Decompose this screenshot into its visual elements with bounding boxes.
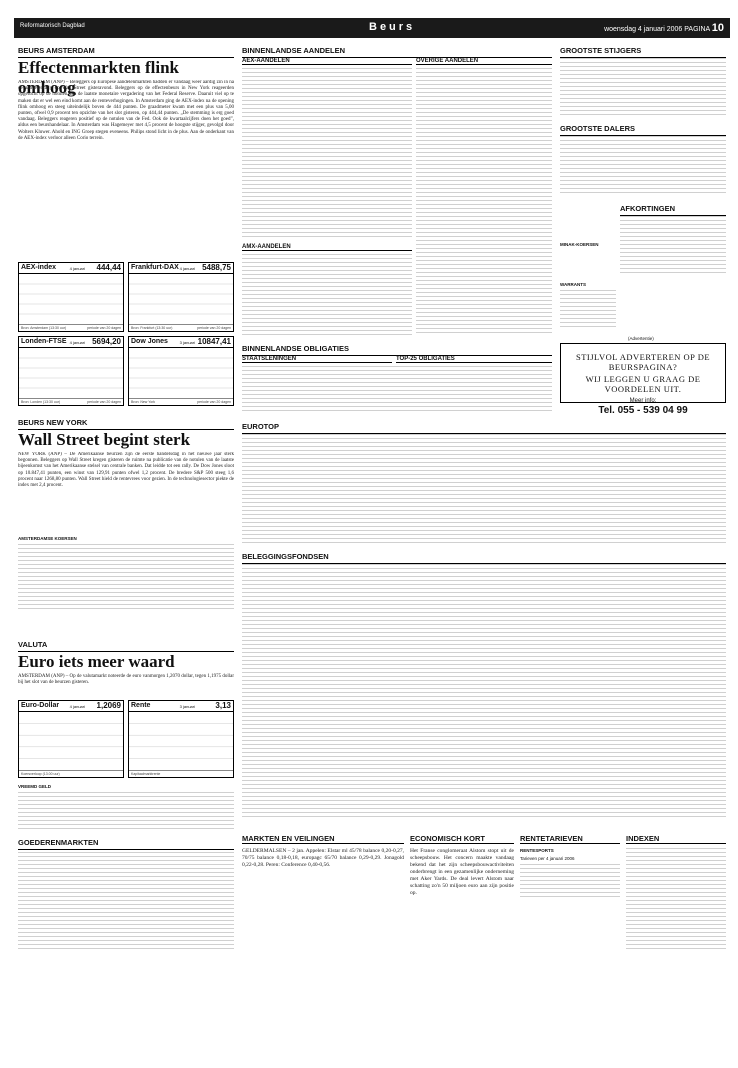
dalers-table — [560, 136, 726, 196]
section-title: Beurs — [369, 21, 416, 33]
ftse-chart — [19, 348, 123, 398]
stijgers-table — [560, 58, 726, 118]
label-stijgers: GROOTSTE STIJGERS — [560, 46, 726, 58]
page-header — [14, 18, 730, 38]
label-obligaties: BINNENLANDSE OBLIGATIES — [242, 344, 552, 356]
aex-aandelen-head: AEX-AANDELEN — [242, 58, 412, 65]
label-valuta: VALUTA — [18, 640, 234, 652]
ad-line3: Meer info: — [629, 398, 657, 404]
label-amsterdam: BEURS AMSTERDAM — [18, 46, 234, 58]
overige-head: OVERIGE AANDELEN — [416, 58, 552, 65]
vreemd-geld-table — [18, 792, 234, 832]
headline-newyork: Wall Street begint sterk — [18, 430, 191, 449]
label-economisch: ECONOMISCH KORT — [410, 834, 514, 844]
label-indexen: INDEXEN — [626, 834, 726, 844]
minak-title: MINAK-KOERSEN — [560, 242, 599, 247]
graph-dax: Frankfurt-DAX 4 januari 5488,75 Bron: Frankfurt (13:30 uur) periode van 20 dagen — [128, 262, 234, 332]
aex-table — [242, 68, 412, 240]
dax-chart — [129, 274, 233, 324]
eurotop-table — [242, 434, 726, 544]
graph-rente: Rente 3 januari 3,13 Kapitaalmarktrente — [128, 700, 234, 778]
date-page: woensdag 4 januari 2006 PAGINA 10 — [604, 22, 724, 34]
top25-head: TOP-25 OBLIGATIES — [396, 356, 552, 363]
graph-eurodollar: Euro-Dollar 4 januari 1,2069 Koersverloop (13.00 uur) — [18, 700, 124, 778]
rente-date: Tarieven per 4 januari 2006 — [520, 856, 575, 861]
indexen-table — [626, 848, 726, 950]
label-binnen-aandelen: BINNENLANDSE AANDELEN — [242, 46, 552, 58]
amx-table — [242, 254, 412, 336]
label-newyork: BEURS NEW YORK — [18, 418, 234, 430]
body-amsterdam: AMSTERDAM (ANP) – Beleggers op Europese aandelenmarkten hadden er vandaag weer aardig zin in na de aandelenrally op Wall Street gisteravond. Beleggers op de effectenbeurs in New York reageerden opgelucht op de notulen van de laatste monetaire vergadering van het Federal Reserve. Daaruit viel op te maken dat er wel een eind komt aan de renteverhogingen. In Amsterdam ging de AEX-index na de opening flink omhoog en steeg uiteindelijk boven de 444 punten. De graadmeter kwam met een plus van 5,00 punten, ofwel 0,9 procent ten opzichte van het slot gisteren, op 444,44 punten. „De stemming is erg goed vandaag. Beleggers reageren positief op de notulen van de Fed. Ook de kwartaalcijfers doen het goed”, aldus een beurshandelaar. In Amsterdam was Hagemeyer met 4,5 procent de hoogste stijger, gevolgd door Wolters Kluwer. Ahold en ING Groep stegen eveneens. Philips stond licht in de plus. Aan de onderkant van de AEX-index verloor alleen Corio terrein. — [18, 80, 234, 141]
goederen-table — [18, 852, 234, 950]
body-newyork: NEW YORK (ANP) – De Amerikaanse beurzen zijn de eerste handelsdag in het nieuwe jaar sterk begonnen. Beleggers op Wall Street kregen gisteren de ruimte na publicatie van de notulen van de laatste bijeenkomst van het Amerikaanse stelsel van centrale banken. Dat leidde tot een rally. De Dow Jones sloot op 10.847,41 punten, een winst van 129,91 punten ofwel 1,2 procent. De bredere S&P 500 steeg 1,6 procent naar 1268,80 punten. Wall Street hield de rentevrees voor gezien. In de technologiesector piekte de index met 2,4 procent. — [18, 452, 234, 489]
ad-line2: WIJ LEGGEN U GRAAG DE VOORDELEN UIT. — [585, 374, 701, 394]
label-goederen: GOEDERENMARKTEN — [18, 838, 234, 850]
headline-valuta: Euro iets meer waard — [18, 652, 175, 671]
label-afkortingen: AFKORTINGEN — [620, 204, 726, 216]
body-valuta: AMSTERDAM (ANP) – Op de valutamarkt noteerde de euro vanmorgen 1,2070 dollar, tegen 1,1975 dollar bij het slot van de beurzen gisteren. — [18, 674, 234, 686]
graph-aex: AEX-index 4 januari 444,44 Bron: Amsterdam (13:30 uur) periode van 20 dagen — [18, 262, 124, 332]
overige-table — [416, 68, 552, 336]
economisch-text: Het Franse conglomeraat Alstom stopt uit de scheepsbouw. Het concern maakte vandaag bekend dat het zijn scheepsbouwactiviteiten onderbrengt in een gezamenlijke onderneming met Aker Yards. De deal levert Alstom naar schatting zo'n 50 miljoen euro aan zijn positie op. — [410, 848, 514, 896]
rente-chart — [129, 712, 233, 770]
ad-phone: Tel. 055 - 539 04 99 — [598, 405, 688, 416]
amsterdamse-koersen-title: AMSTERDAMSE KOERSEN — [18, 536, 77, 541]
newspaper-name: Reformatorisch Dagblad — [20, 23, 85, 29]
label-eurotop: EUROTOP — [242, 422, 726, 434]
label-fondsen: BELEGGINGSFONDSEN — [242, 552, 726, 564]
label-markten: MARKTEN EN VEILINGEN — [242, 834, 404, 844]
aex-chart — [19, 274, 123, 324]
graph-dow: Dow Jones 3 januari 10847,41 Bron: New York periode van 20 dagen — [128, 336, 234, 406]
warrants-table — [560, 290, 616, 330]
ad-note: (Advertentie) — [628, 336, 654, 341]
amx-aandelen-head: AMX-AANDELEN — [242, 244, 412, 251]
label-dalers: GROOTSTE DALERS — [560, 124, 726, 136]
advertisement — [560, 343, 726, 416]
obligaties-table — [242, 366, 552, 414]
label-rentetarieven: RENTETARIEVEN — [520, 834, 620, 844]
vreemd-geld-title: VREEMD GELD — [18, 784, 52, 789]
staatsleningen-head: STAATSLENINGEN — [242, 356, 392, 363]
afkortingen-table — [620, 216, 726, 276]
koersen-table — [18, 544, 234, 610]
headline-amsterdam: Effectenmarkten flink omhoog — [18, 58, 180, 97]
warrants-title: WARRANTS — [560, 282, 586, 287]
fondsen-table — [242, 564, 726, 820]
ad-line1: STIJLVOL ADVERTEREN OP DE BEURSPAGINA? — [575, 352, 711, 372]
graph-ftse: Londen-FTSE 4 januari 5694,20 Bron: Londen (13:30 uur) periode van 20 dagen — [18, 336, 124, 406]
rente-table — [520, 864, 620, 900]
markten-text: GELDERMALSEN – 2 jan. Appelen: Elstar ml 45/78 balance 0,20-0,27, 70/75 balance 0,18-0,18, europagc 65/70 balance 0,29-0,29. Jonagold 0,22-0,28. Peren: Conference 0,40-0,56. — [242, 848, 404, 868]
rente-subtitle: RENTESPORTS — [520, 848, 554, 853]
dow-chart — [129, 348, 233, 398]
eurodollar-chart — [19, 712, 123, 770]
